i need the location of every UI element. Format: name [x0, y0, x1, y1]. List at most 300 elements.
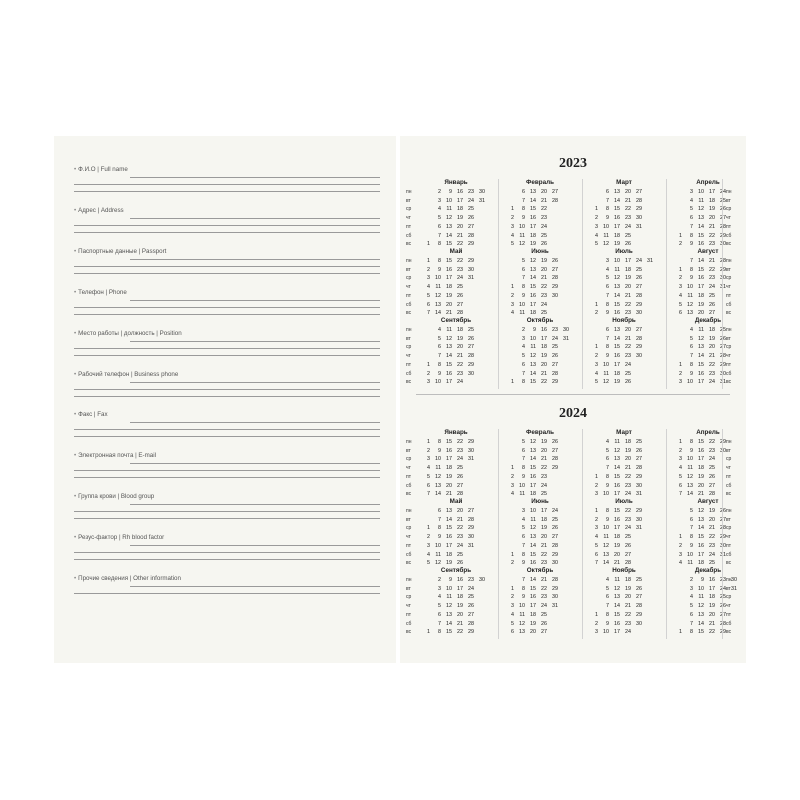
write-line[interactable]: [74, 518, 380, 519]
day-cell: 30: [636, 353, 642, 360]
field-label: • Место работы | должность | Position: [74, 330, 182, 337]
write-line[interactable]: [74, 225, 380, 226]
day-cell: 11: [435, 284, 441, 291]
day-cell: 2: [427, 266, 430, 273]
write-line[interactable]: [74, 355, 380, 356]
day-cell: 3: [511, 603, 514, 610]
day-cell: 20: [541, 534, 547, 541]
day-cell: 19: [541, 353, 547, 360]
weekday-label: пн: [726, 508, 732, 514]
column-separator: [498, 567, 499, 639]
day-cell: 3: [690, 189, 693, 195]
day-cell: 29: [636, 508, 642, 514]
day-cell: 28: [720, 620, 726, 627]
day-cell: 27: [636, 456, 642, 463]
day-cell: 28: [468, 353, 474, 360]
weekday-label: чт: [726, 534, 731, 541]
column-separator: [582, 179, 583, 251]
day-cell: 22: [457, 361, 463, 368]
day-cell: 16: [530, 594, 536, 601]
day-cell: 18: [541, 344, 547, 351]
write-line[interactable]: [130, 504, 380, 505]
day-cell: 16: [614, 620, 620, 627]
day-cell: 16: [698, 275, 704, 282]
day-cell: 8: [690, 361, 693, 368]
day-cell: 5: [438, 335, 441, 342]
day-cell: 27: [636, 327, 642, 333]
day-cell: 31: [720, 551, 726, 558]
day-cell: 20: [625, 456, 631, 463]
day-cell: 4: [438, 327, 441, 333]
day-cell: 7: [690, 620, 693, 627]
day-cell: 23: [457, 447, 463, 454]
day-cell: 28: [625, 560, 631, 567]
day-cell: 19: [541, 258, 547, 264]
write-line[interactable]: [130, 382, 380, 383]
month-name: Апрель: [696, 179, 720, 186]
day-cell: 19: [709, 206, 715, 213]
day-cell: 6: [522, 266, 525, 273]
weekday-label: вт: [406, 585, 411, 592]
month-name: Апрель: [696, 429, 720, 436]
weekday-label: вт: [406, 447, 411, 454]
day-cell: 5: [679, 301, 682, 308]
day-cell: 27: [636, 594, 642, 601]
day-cell: 24: [457, 456, 463, 463]
day-cell: 10: [519, 301, 525, 308]
day-cell: 21: [709, 223, 715, 230]
day-cell: 11: [687, 292, 693, 299]
day-cell: 30: [552, 292, 558, 299]
month-name: Сентябрь: [440, 567, 472, 574]
day-grid: [590, 258, 660, 320]
month-block: [586, 429, 662, 503]
day-cell: 21: [625, 292, 631, 299]
day-cell: 28: [468, 516, 474, 523]
write-line[interactable]: [130, 463, 380, 464]
day-cell: 12: [519, 620, 525, 627]
day-cell: 27: [720, 516, 726, 523]
month-name: Июль: [615, 498, 633, 505]
day-cell: 25: [625, 534, 631, 541]
day-cell: 6: [679, 482, 682, 489]
day-cell: 1: [427, 629, 430, 636]
day-cell: 26: [468, 335, 474, 342]
day-cell: 30: [636, 516, 642, 523]
day-cell: 1: [679, 361, 682, 368]
day-cell: 27: [468, 611, 474, 618]
day-cell: 14: [698, 525, 704, 532]
weekday-label: пт: [726, 361, 731, 368]
day-cell: 19: [614, 379, 620, 386]
day-grid: [590, 577, 660, 639]
day-cell: 17: [541, 508, 547, 514]
day-cell: 9: [606, 310, 609, 317]
day-cell: 24: [468, 197, 474, 204]
day-cell: 8: [606, 206, 609, 213]
day-cell: 11: [698, 594, 704, 601]
write-line[interactable]: [74, 593, 380, 594]
day-cell: 13: [530, 189, 536, 195]
day-cell: 26: [457, 292, 463, 299]
day-cell: 3: [511, 482, 514, 489]
day-cell: 15: [446, 629, 452, 636]
day-cell: 4: [427, 465, 430, 472]
write-line[interactable]: [130, 218, 380, 219]
day-cell: 5: [427, 292, 430, 299]
day-cell: 28: [552, 577, 558, 583]
day-cell: 5: [438, 215, 441, 222]
write-line[interactable]: [74, 470, 380, 471]
day-cell: 14: [614, 197, 620, 204]
weekday-label: пн: [406, 439, 412, 445]
day-cell: 27: [552, 361, 558, 368]
day-cell: 21: [457, 353, 463, 360]
write-line[interactable]: [74, 266, 380, 267]
day-cell: 21: [457, 516, 463, 523]
day-cell: 16: [698, 370, 704, 377]
day-cell: 7: [438, 620, 441, 627]
day-cell: 18: [541, 516, 547, 523]
day-cell: 11: [603, 370, 609, 377]
write-line[interactable]: [74, 477, 380, 478]
day-cell: 22: [457, 629, 463, 636]
write-line[interactable]: [130, 259, 380, 260]
month-name: Июнь: [531, 248, 549, 255]
day-cell: 16: [698, 241, 704, 248]
day-cell: 5: [522, 258, 525, 264]
day-cell: 5: [438, 603, 441, 610]
day-cell: 9: [438, 534, 441, 541]
day-cell: 23: [541, 215, 547, 222]
day-cell: 17: [446, 542, 452, 549]
day-cell: 15: [698, 629, 704, 636]
day-cell: 20: [457, 223, 463, 230]
day-cell: 19: [709, 508, 715, 514]
column-separator: [722, 248, 723, 320]
day-cell: 31: [468, 275, 474, 282]
day-cell: 16: [446, 447, 452, 454]
write-line[interactable]: [130, 341, 380, 342]
day-cell: 1: [679, 534, 682, 541]
weekday-label: чт: [406, 353, 411, 360]
day-cell: 17: [530, 301, 536, 308]
day-cell: 6: [438, 223, 441, 230]
month-block: [418, 248, 494, 322]
write-line[interactable]: [74, 191, 380, 192]
column-separator: [498, 429, 499, 501]
day-cell: 5: [595, 241, 598, 248]
day-cell: 4: [690, 197, 693, 204]
day-cell: 15: [530, 585, 536, 592]
day-cell: 5: [595, 379, 598, 386]
write-line[interactable]: [74, 314, 380, 315]
day-cell: 29: [636, 301, 642, 308]
day-cell: 2: [595, 215, 598, 222]
write-line[interactable]: [130, 177, 380, 178]
day-cell: 18: [530, 232, 536, 239]
day-cell: 5: [511, 241, 514, 248]
day-cell: 11: [687, 560, 693, 567]
day-cell: 18: [614, 370, 620, 377]
day-cell: 25: [468, 327, 474, 333]
write-line[interactable]: [74, 348, 380, 349]
write-line[interactable]: [74, 184, 380, 185]
day-cell: 11: [614, 577, 620, 583]
day-cell: 26: [709, 473, 715, 480]
day-cell: 5: [606, 585, 609, 592]
day-cell: 3: [522, 508, 525, 514]
weekday-label: ср: [406, 344, 412, 351]
write-line[interactable]: [74, 436, 380, 437]
weekday-label: ср: [406, 275, 412, 282]
day-cell: 9: [690, 370, 693, 377]
field-label: • Резус-фактор | Rh blood factor: [74, 534, 164, 541]
write-line[interactable]: [74, 396, 380, 397]
write-line[interactable]: [74, 429, 380, 430]
day-cell: 18: [698, 292, 704, 299]
day-cell: 3: [679, 551, 682, 558]
column-separator: [722, 567, 723, 639]
day-cell: 7: [427, 310, 430, 317]
day-cell: 23: [541, 594, 547, 601]
weekday-label: пт: [726, 611, 731, 618]
day-grid: [422, 258, 492, 320]
day-cell: 6: [522, 361, 525, 368]
day-cell: 4: [595, 232, 598, 239]
day-cell: 25: [468, 206, 474, 213]
day-cell: 9: [522, 560, 525, 567]
day-cell: 20: [446, 301, 452, 308]
day-cell: 27: [720, 611, 726, 618]
day-cell: 13: [446, 611, 452, 618]
right-page-calendar: [400, 136, 746, 663]
day-cell: 24: [720, 189, 726, 195]
day-cell: 25: [457, 284, 463, 291]
day-cell: 20: [541, 189, 547, 195]
month-name: Ноябрь: [612, 317, 636, 324]
month-name: Сентябрь: [440, 317, 472, 324]
write-line[interactable]: [74, 273, 380, 274]
write-line[interactable]: [130, 422, 380, 423]
month-block: [418, 429, 494, 503]
day-cell: 19: [457, 215, 463, 222]
day-cell: 23: [552, 327, 558, 333]
day-cell: 5: [679, 473, 682, 480]
weekday-label: вс: [406, 491, 412, 498]
day-cell: 31: [636, 525, 642, 532]
day-cell: 11: [614, 266, 620, 273]
day-cell: 5: [595, 542, 598, 549]
weekday-label: вт: [726, 585, 731, 592]
day-cell: 17: [530, 223, 536, 230]
day-cell: 11: [519, 611, 525, 618]
day-cell: 15: [698, 232, 704, 239]
day-cell: 24: [709, 379, 715, 386]
day-cell: 30: [552, 560, 558, 567]
day-cell: 21: [446, 310, 452, 317]
day-cell: 13: [435, 482, 441, 489]
day-cell: 8: [690, 534, 693, 541]
day-cell: 20: [698, 310, 704, 317]
month-name: Июль: [615, 248, 633, 255]
year-separator: [416, 394, 730, 395]
write-line[interactable]: [74, 232, 380, 233]
day-cell: 26: [625, 542, 631, 549]
day-cell: 9: [449, 189, 452, 195]
day-cell: 12: [446, 215, 452, 222]
column-separator: [498, 317, 499, 389]
day-cell: 27: [709, 482, 715, 489]
month-block: [418, 498, 494, 572]
day-cell: 9: [522, 292, 525, 299]
day-cell: 26: [625, 241, 631, 248]
day-cell: 26: [709, 301, 715, 308]
day-cell: 24: [709, 456, 715, 463]
day-cell: 13: [614, 327, 620, 333]
write-line[interactable]: [130, 300, 380, 301]
day-cell: 10: [530, 335, 536, 342]
day-cell: 20: [457, 344, 463, 351]
day-cell: 22: [457, 258, 463, 264]
day-cell: 3: [511, 301, 514, 308]
day-cell: 5: [522, 525, 525, 532]
day-cell: 27: [552, 534, 558, 541]
day-cell: 21: [446, 491, 452, 498]
day-cell: 19: [446, 560, 452, 567]
month-block: [586, 498, 662, 572]
day-cell: 7: [690, 223, 693, 230]
day-cell: 6: [438, 611, 441, 618]
write-line[interactable]: [74, 559, 380, 560]
day-cell: 8: [606, 473, 609, 480]
day-cell: 8: [522, 465, 525, 472]
day-cell: 29: [468, 439, 474, 445]
day-cell: 20: [446, 482, 452, 489]
day-cell: 15: [530, 465, 536, 472]
day-cell: 18: [446, 284, 452, 291]
day-cell: 15: [614, 301, 620, 308]
day-cell: 12: [687, 301, 693, 308]
day-cell: 11: [698, 327, 704, 333]
day-cell: 17: [698, 284, 704, 291]
day-cell: 13: [446, 508, 452, 514]
day-cell: 24: [625, 361, 631, 368]
day-cell: 13: [614, 284, 620, 291]
write-line[interactable]: [74, 511, 380, 512]
day-cell: 3: [595, 629, 598, 636]
day-cell: 23: [625, 482, 631, 489]
day-cell: 2: [595, 310, 598, 317]
weekday-label: сб: [726, 551, 732, 558]
day-cell: 25: [541, 310, 547, 317]
day-cell: 6: [522, 534, 525, 541]
day-cell: 2: [595, 620, 598, 627]
weekday-label: пн: [406, 189, 412, 195]
day-grid: [422, 439, 492, 501]
day-cell: 15: [446, 258, 452, 264]
day-cell: 14: [530, 542, 536, 549]
day-cell: 1: [427, 241, 430, 248]
day-cell: 18: [709, 327, 715, 333]
day-cell: 16: [698, 542, 704, 549]
day-cell: 1: [511, 206, 514, 213]
weekday-label: пт: [726, 292, 731, 299]
day-cell: 10: [603, 629, 609, 636]
month-name: Август: [697, 498, 719, 505]
day-cell: 11: [698, 197, 704, 204]
day-cell: 18: [446, 551, 452, 558]
weekday-label: пн: [726, 577, 732, 583]
day-cell: 24: [541, 603, 547, 610]
month-block: [502, 179, 578, 253]
write-line[interactable]: [130, 545, 380, 546]
day-cell: 4: [690, 594, 693, 601]
weekday-label: сб: [406, 370, 412, 377]
day-cell: 6: [427, 301, 430, 308]
day-cell: 5: [427, 560, 430, 567]
write-line[interactable]: [74, 307, 380, 308]
day-cell: 24: [709, 284, 715, 291]
day-cell: 14: [614, 465, 620, 472]
day-cell: 23: [541, 473, 547, 480]
weekday-label: вс: [726, 629, 732, 636]
day-cell: 22: [625, 301, 631, 308]
day-cell: 8: [522, 379, 525, 386]
day-cell: 9: [522, 473, 525, 480]
day-cell: 1: [595, 301, 598, 308]
day-cell: 8: [690, 629, 693, 636]
day-cell: 16: [457, 189, 463, 195]
day-cell: 14: [435, 310, 441, 317]
column-separator: [582, 248, 583, 320]
day-cell: 12: [435, 560, 441, 567]
day-grid: [506, 327, 576, 389]
day-cell: 15: [614, 344, 620, 351]
day-cell: 16: [446, 370, 452, 377]
day-cell: 11: [530, 344, 536, 351]
day-cell: 27: [457, 482, 463, 489]
day-cell: 17: [446, 456, 452, 463]
day-cell: 5: [522, 353, 525, 360]
day-cell: 7: [522, 577, 525, 583]
day-cell: 20: [541, 266, 547, 273]
weekday-label: вт: [726, 266, 731, 273]
day-cell: 13: [519, 629, 525, 636]
month-name: Январь: [444, 429, 468, 436]
day-cell: 2: [438, 577, 441, 583]
day-cell: 8: [438, 629, 441, 636]
write-line[interactable]: [130, 586, 380, 587]
day-cell: 10: [530, 508, 536, 514]
day-cell: 16: [614, 310, 620, 317]
day-cell: 13: [603, 551, 609, 558]
day-cell: 22: [541, 585, 547, 592]
write-line[interactable]: [74, 552, 380, 553]
day-grid: [422, 577, 492, 639]
field-label: • Паспортные данные | Passport: [74, 248, 166, 255]
weekday-label: ср: [726, 525, 732, 532]
day-cell: 28: [720, 525, 726, 532]
day-cell: 26: [636, 585, 642, 592]
day-cell: 8: [438, 361, 441, 368]
day-cell: 10: [519, 223, 525, 230]
write-line[interactable]: [74, 389, 380, 390]
field-label: • Прочие сведения | Other information: [74, 575, 181, 582]
day-cell: 10: [687, 456, 693, 463]
weekday-label: пн: [406, 258, 412, 264]
month-name: Март: [616, 179, 632, 186]
